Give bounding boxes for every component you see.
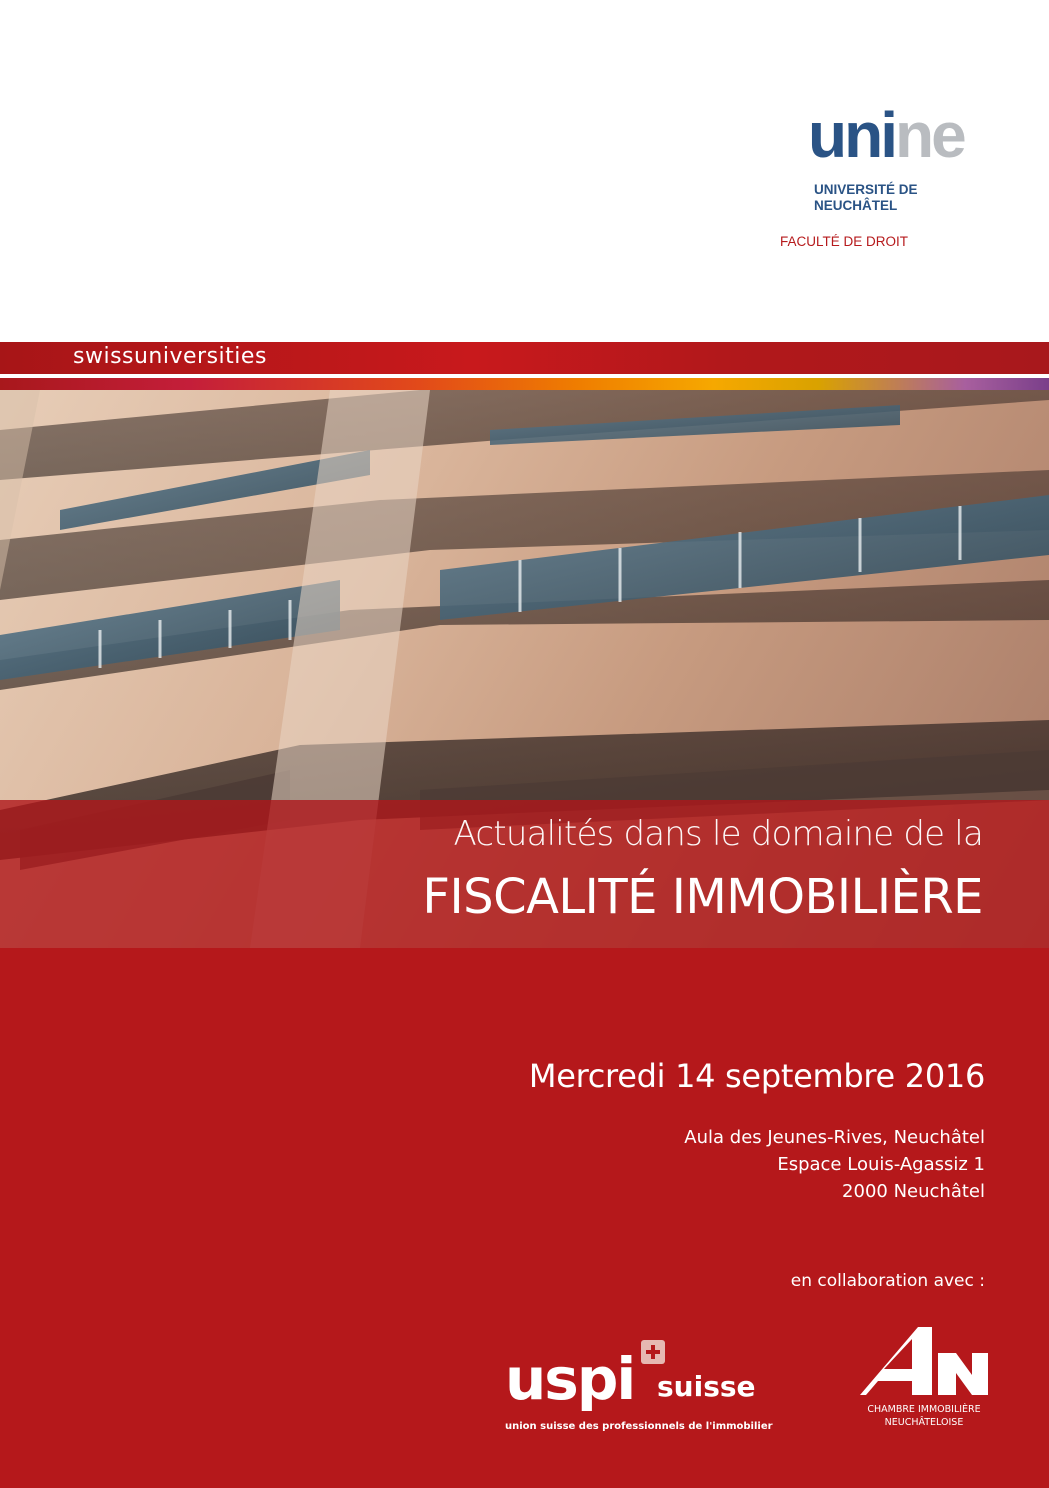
uspi-wordmark: uspi (505, 1345, 635, 1413)
swissuniversities-band (0, 342, 1049, 374)
swiss-cross-icon (641, 1340, 665, 1364)
uspi-logo (505, 1340, 775, 1440)
address-line: Espace Louis-Agassiz 1 (777, 1154, 985, 1175)
address-line: Aula des Jeunes-Rives, Neuchâtel (684, 1127, 985, 1148)
cin-logo (855, 1325, 995, 1440)
logo-un-text: uni (808, 99, 895, 171)
title-subtitle: Actualités dans le domaine de la (453, 814, 983, 854)
university-name (814, 182, 918, 214)
rainbow-stripe (0, 378, 1049, 390)
uspi-suffix: suisse (657, 1370, 756, 1403)
collaboration-label: en collaboration avec : (790, 1271, 985, 1291)
cin-caption (855, 1403, 993, 1429)
title-main: FISCALITÉ IMMOBILIÈRE (422, 869, 983, 925)
logo-ne-text: ne (894, 99, 964, 171)
unine-wordmark (808, 100, 964, 170)
swissuniversities-label: swissuniversities (73, 344, 267, 369)
university-line2: NEUCHÂTEL (814, 198, 898, 213)
cin-line1: CHAMBRE IMMOBILIÈRE (867, 1404, 981, 1415)
cin-emblem-icon (860, 1325, 990, 1399)
unine-logo (780, 99, 998, 260)
event-date: Mercredi 14 septembre 2016 (528, 1057, 985, 1095)
faculty-name: FACULTÉ DE DROIT (780, 234, 909, 249)
event-address (684, 1124, 985, 1205)
cin-line2: NEUCHÂTELOISE (884, 1417, 964, 1428)
university-line1: UNIVERSITÉ DE (814, 182, 918, 197)
address-line: 2000 Neuchâtel (842, 1181, 985, 1202)
uspi-tagline: union suisse des professionnels de l'immobilier (505, 1421, 773, 1432)
